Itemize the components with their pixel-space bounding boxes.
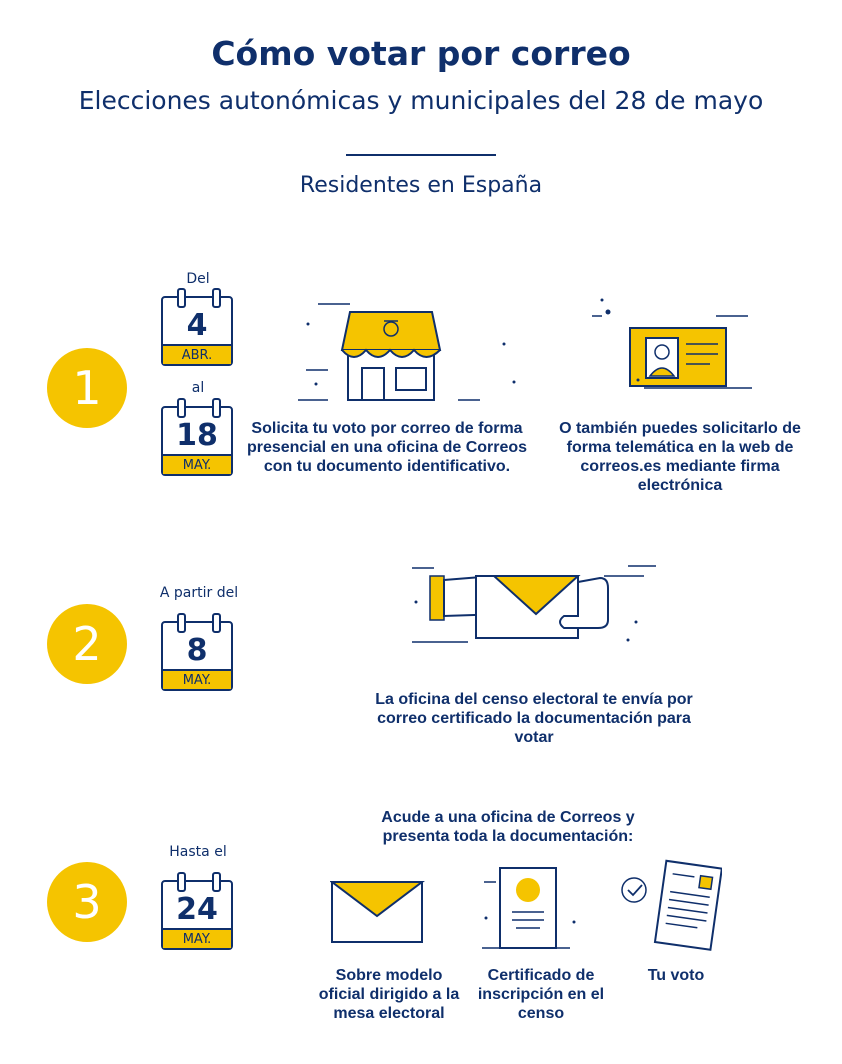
calendar-icon-end xyxy=(161,880,233,950)
step-number-3: 3 xyxy=(47,862,127,942)
certificate-icon xyxy=(480,866,580,956)
step-2-description: La oficina del censo electoral te envía por correo certificado la documentación para votar xyxy=(375,691,693,746)
ballot-icon xyxy=(616,858,722,954)
hand-envelope-icon xyxy=(408,562,664,652)
date-label-from: A partir del xyxy=(159,585,239,601)
calendar-day: 24 xyxy=(176,892,218,927)
step-number-2: 2 xyxy=(47,604,127,684)
calendar-icon-start xyxy=(161,296,233,366)
step-number-1: 1 xyxy=(47,348,127,428)
calendar-month: ABR. xyxy=(163,344,231,364)
date-label-until: Hasta el xyxy=(169,844,227,860)
calendar-month: MAY. xyxy=(163,669,231,689)
divider xyxy=(346,154,496,156)
calendar-day: 18 xyxy=(176,418,218,453)
calendar-icon-end xyxy=(161,406,233,476)
id-card-icon xyxy=(588,296,758,396)
item-vote-text: Tu voto xyxy=(647,967,705,984)
calendar-icon-start xyxy=(161,621,233,691)
item-envelope-text: Sobre modelo oficial dirigido a la mesa electoral xyxy=(318,967,460,1022)
page-title: Cómo votar por correo xyxy=(211,34,631,73)
step-3-intro: Acude a una oficina de Correos y presenta toda la documentación: xyxy=(381,809,635,845)
calendar-month: MAY. xyxy=(163,454,231,474)
option-presencial-text: Solicita tu voto por correo de forma presencial en una oficina de Correos con tu documento identificativo. xyxy=(246,420,528,475)
item-certificate-text: Certificado de inscripción en el censo xyxy=(477,967,605,1022)
date-label-from: Del xyxy=(186,271,210,287)
calendar-day: 4 xyxy=(186,308,208,343)
option-telematica-text: O también puedes solicitarlo de forma telemática en la web de correos.es mediante firma electrónica xyxy=(559,420,801,494)
page-subtitle: Elecciones autonómicas y municipales del 28 de mayo xyxy=(78,86,764,115)
post-office-icon xyxy=(298,296,528,408)
envelope-icon xyxy=(330,880,426,946)
calendar-month: MAY. xyxy=(163,928,231,948)
section-title: Residentes en España xyxy=(299,173,543,198)
date-label-to: al xyxy=(191,380,205,396)
calendar-day: 8 xyxy=(186,633,208,668)
